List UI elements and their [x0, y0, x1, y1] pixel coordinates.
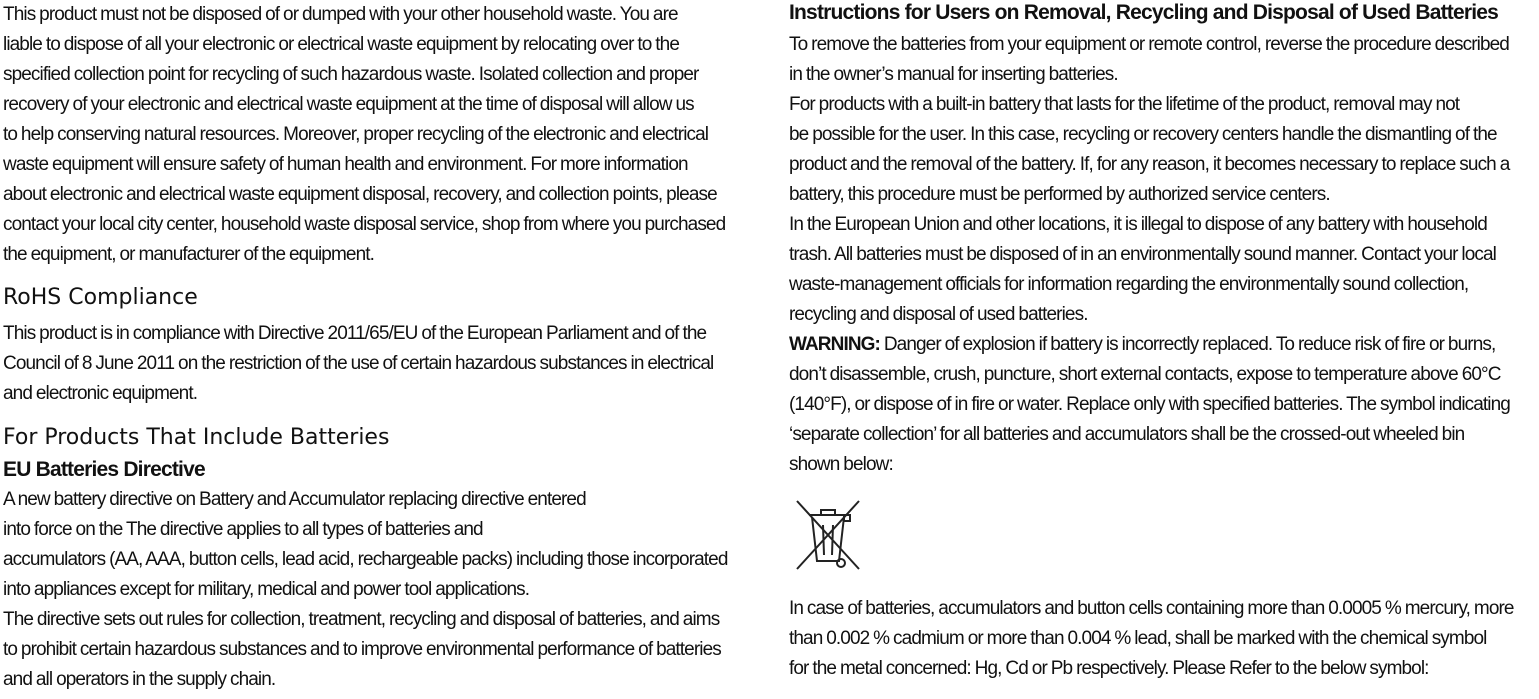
battery-instructions-paragraph [789, 30, 1510, 480]
weee-disposal-paragraph: This product must not be disposed of or dumped with your other household waste. You are liable to dispose of all your electronic or electrical waste equipment by relocating over to the specified collection point for recycling of such hazardous waste. Isolated collection and proper recovery of your electronic and electrical waste equipment at the time of disposal will allow us to help conserving natural resources. Moreover, proper recycling of the electronic and electrical waste equipment will ensure safety of human health and environment. For more information about electronic and electrical waste equipment disposal, recovery, and collection points, please contact your local city center, household waste disposal service, shop from where you purchased the equipment, or manufacturer of the equipment. [3, 4, 726, 265]
battery-instructions-title: Instructions for Users on Removal, Recycling and Disposal of Used Batteries [789, 1, 1499, 24]
mercury-cadmium-lead-paragraph: In case of batteries, accumulators and button cells containing more than 0.0005 % mercury, more than 0.002 % cadmium or more than 0.004 % lead, shall be marked with the chemical symbol for the metal concerned: Hg, Cd or Pb respectively. Please Refer to the below symbol: [789, 598, 1514, 679]
crossed-out-wheeled-bin-icon [789, 495, 867, 575]
rohs-heading: RoHS Compliance [3, 285, 198, 310]
eu-batteries-paragraph: A new battery directive on Battery and Accumulator replacing directive entered into force on the The directive applies to all types of batteries and accumulators (AA, AAA, button cells, lead acid, rechargeable packs) including those incorporated into appliances except for military, medical and power tool applications. The directive sets out rules for collection, treatment, recycling and disposal of batteries, and aims to prohibit certain hazardous substances and to improve environmental performance of batteries and all operators in the supply chain. [3, 489, 728, 690]
warning-text: Danger of explosion if battery is incorrectly replaced. To reduce risk of fire or burns, don’t disassemble, crush, puncture, short external contacts, expose to temperature above 60°C (140°F), or dispose of in fire or water. Replace only with specified batteries. The symbol indicating ‘separate collection’ for all batteries and accumulators shall be the crossed-out wheeled bin shown below: [789, 334, 1510, 475]
warning-label: WARNING: [789, 334, 880, 355]
battery-removal-text: To remove the batteries from your equipment or remote control, reverse the procedure described in the owner’s manual for inserting batteries. For products with a built-in battery that lasts for the lifetime of the product, removal may not be possible for the user. In this case, recycling or recovery centers handle the dismantling of the product and the removal of the battery. If, for any reason, it becomes necessary to replace such a battery, this procedure must be performed by authorized service centers. In the European Union and other locations, it is illegal to dispose of any battery with household trash. All batteries must be disposed of in an environmentally sound manner. Contact your local waste-management officials for information regarding the environmentally sound collection, recycling and disposal of used batteries. [789, 34, 1510, 325]
rohs-paragraph: This product is in compliance with Directive 2011/65/EU of the European Parliament and of the Council of 8 June 2011 on the restriction of the use of certain hazardous substances in electrical and electronic equipment. [3, 323, 714, 404]
batteries-heading: For Products That Include Batteries [3, 425, 390, 450]
eu-batteries-subheading: EU Batteries Directive [3, 458, 205, 481]
